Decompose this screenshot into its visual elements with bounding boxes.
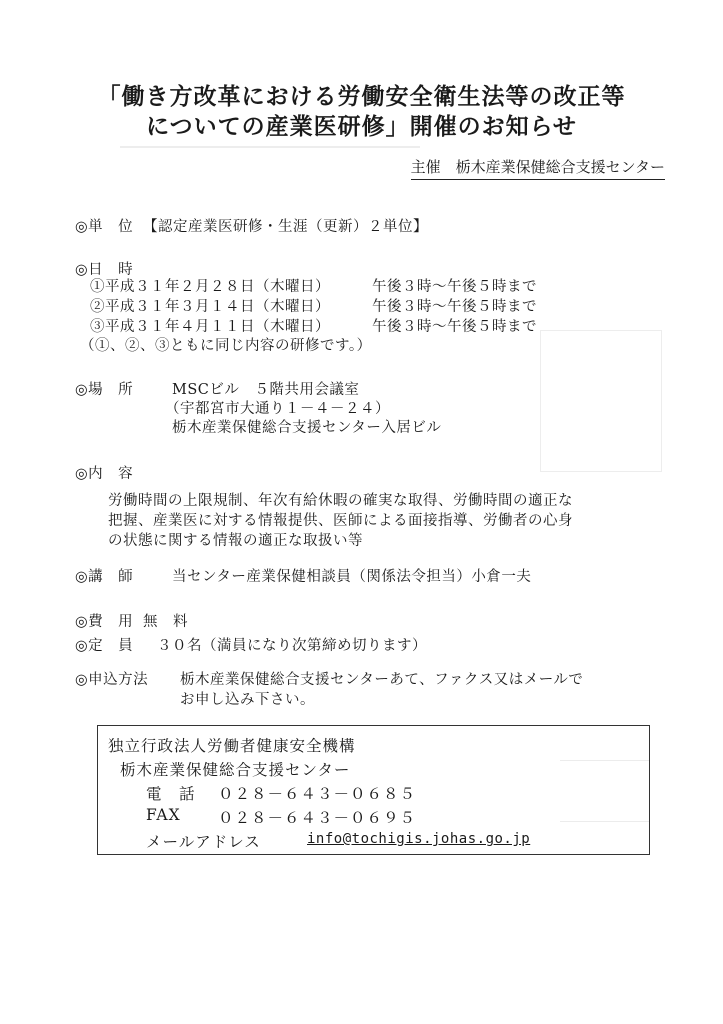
session-1-time: 午後３時～午後５時まで [372, 279, 537, 295]
venue-label: ◎場 所 [75, 382, 134, 398]
contact-org-2: 栃木産業保健総合支援センター [120, 761, 351, 779]
contact-org-1: 独立行政法人労働者健康安全機構 [108, 737, 356, 755]
fee-row [75, 610, 188, 631]
capacity-label: ◎定 員 [75, 638, 134, 654]
content-line-2: 把握、産業医に対する情報提供、医師による面接指導、労働者の心身 [108, 513, 573, 529]
content-line-3: の状態に関する情報の適正な取扱い等 [108, 533, 363, 549]
session-3-time: 午後３時～午後５時まで [372, 319, 537, 335]
venue-building: 栃木産業保健総合支援センター入居ビル [172, 420, 442, 436]
session-2-time: 午後３時～午後５時まで [372, 299, 537, 315]
datetime-label: ◎日 時 [75, 262, 134, 278]
session-note: （①、②、③ともに同じ内容の研修です。） [80, 338, 372, 354]
capacity-row [75, 634, 427, 655]
tel-label: 電 話 [146, 785, 196, 803]
apply-line-2: お申し込み下さい。 [180, 692, 315, 708]
apply-label: ◎申込方法 [75, 672, 149, 688]
fax-number: ０２８－６４３－０６９５ [218, 809, 417, 827]
venue-name: MSCビル ５階共用会議室 [172, 382, 360, 398]
session-3-date: ③平成３１年４月１１日（木曜日） [90, 319, 330, 335]
fee-label: ◎費 用 [75, 614, 134, 630]
fee-value: 無 料 [143, 614, 188, 630]
lecturer-row [75, 565, 531, 586]
bleed-through-box [540, 330, 662, 472]
bleed-through-mark [120, 146, 420, 160]
lecturer-value: 当センター産業保健相談員（関係法令担当）小倉一夫 [172, 569, 532, 585]
unit-value: 【認定産業医研修・生涯（更新）２単位】 [143, 219, 428, 235]
session-1-date: ①平成３１年２月２８日（木曜日） [90, 279, 330, 295]
page-title-line-1: 「働き方改革における労働安全衛生法等の改正等 [97, 83, 626, 110]
page-title-line-2: についての産業医研修」開催のお知らせ [146, 113, 577, 140]
email-label: メールアドレス [146, 833, 261, 851]
apply-line-1: 栃木産業保健総合支援センターあて、ファクス又はメールで [180, 672, 584, 688]
unit-row [75, 215, 428, 236]
fax-label: FAX [146, 806, 181, 824]
lecturer-label: ◎講 師 [75, 569, 134, 585]
content-line-1: 労働時間の上限規制、年次有給休暇の確実な取得、労働時間の適正な [108, 493, 573, 509]
unit-label: ◎単 位 [75, 219, 134, 235]
email-link[interactable]: info@tochigis.johas.go.jp [307, 831, 531, 847]
content-label: ◎内 容 [75, 466, 134, 482]
capacity-value: ３０名（満員になり次第締め切ります） [157, 638, 427, 654]
contact-box [97, 725, 650, 855]
organizer: 主催 栃木産業保健総合支援センター [411, 156, 665, 180]
session-2-date: ②平成３１年３月１４日（木曜日） [90, 299, 330, 315]
tel-number: ０２８－６４３－０６８５ [218, 785, 417, 803]
venue-address: （宇都宮市大通り１－４－２４） [165, 401, 390, 417]
